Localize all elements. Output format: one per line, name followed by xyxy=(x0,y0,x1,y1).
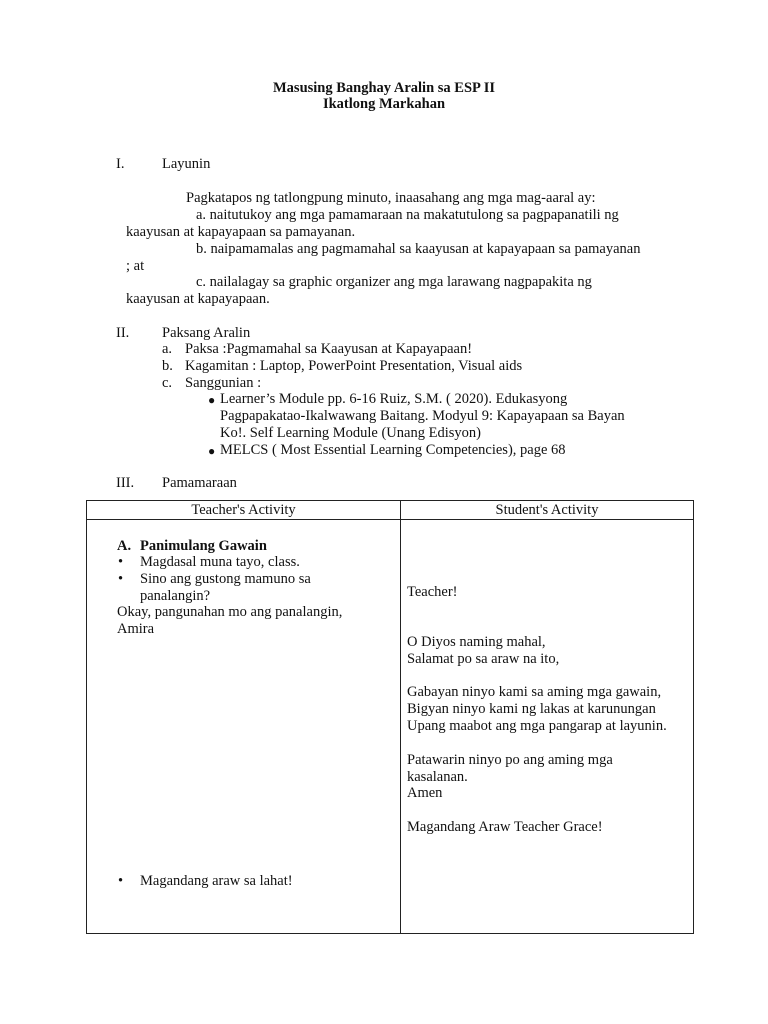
reference-1-line2: Pagpapakatao-Ikalwawang Baitang. Modyul 9: Kapayapaan sa Bayan xyxy=(220,408,625,424)
prayer-line: O Diyos naming mahal, xyxy=(407,634,546,650)
list-item-marker: c. xyxy=(162,375,173,391)
reference-1-line3: Ko!. Self Learning Module (Unang Edisyon) xyxy=(220,425,481,441)
prayer-line: kasalanan. xyxy=(407,769,468,785)
reference-1-line1: Learner’s Module pp. 6-16 Ruiz, S.M. ( 2020). Edukasyong xyxy=(220,391,568,407)
section2-heading: Paksang Aralin xyxy=(162,325,251,341)
section1-heading: Layunin xyxy=(162,156,211,172)
teacher-line-sino-1: Sino ang gustong mamuno sa xyxy=(140,571,311,587)
objective-b-line2: ; at xyxy=(126,258,145,274)
prayer-line: Upang maabot ang mga pangarap at layunin. xyxy=(407,718,667,734)
list-item-kagamitan: Kagamitan : Laptop, PowerPoint Presentation, Visual aids xyxy=(185,358,523,374)
teacher-line-amira: Amira xyxy=(117,621,155,637)
list-item-marker: a. xyxy=(162,341,173,357)
document-title: Masusing Banghay Aralin sa ESP II xyxy=(272,80,495,96)
objective-a-line2: kaayusan at kapayapaan sa pamayanan. xyxy=(126,224,356,240)
section2-numeral: II. xyxy=(116,325,130,341)
teacher-line-okay: Okay, pangunahan mo ang panalangin, xyxy=(117,604,343,620)
student-greeting: Magandang Araw Teacher Grace! xyxy=(407,819,603,835)
bullet-icon: • xyxy=(118,873,124,889)
teacher-line-magandang-araw: Magandang araw sa lahat! xyxy=(140,873,293,889)
objective-c-line1: c. nailalagay sa graphic organizer ang mga larawang nagpapakita ng xyxy=(196,274,592,290)
list-item-paksa: Paksa :Pagmamahal sa Kaayusan at Kapayapaan! xyxy=(185,341,473,357)
activity-table xyxy=(86,500,694,934)
student-activity-header: Student's Activity xyxy=(495,502,599,518)
section3-heading: Pamamaraan xyxy=(162,475,237,491)
prayer-line: Gabayan ninyo kami sa aming mga gawain, xyxy=(407,684,662,700)
section-a-title: Panimulang Gawain xyxy=(140,538,267,554)
list-item-marker: b. xyxy=(162,358,173,374)
header-divider xyxy=(87,519,693,520)
prayer-line: Patawarin ninyo po ang aming mga xyxy=(407,752,613,768)
objective-a-line1: a. naitutukoy ang mga pamamaraan na makatutulong sa pagpapanatili ng xyxy=(196,207,619,223)
teacher-line-magdasal: Magdasal muna tayo, class. xyxy=(140,554,300,570)
teacher-activity-header: Teacher's Activity xyxy=(191,502,296,518)
document-subtitle: Ikatlong Markahan xyxy=(322,96,446,112)
teacher-line-sino-2: panalangin? xyxy=(140,588,211,604)
reference-2: MELCS ( Most Essential Learning Competencies), page 68 xyxy=(220,442,566,458)
prayer-line: Bigyan ninyo kami ng lakas at karunungan xyxy=(407,701,656,717)
bullet-icon: ● xyxy=(208,393,216,407)
section1-numeral: I. xyxy=(116,156,125,172)
prayer-line: Salamat po sa araw na ito, xyxy=(407,651,560,667)
objective-c-line2: kaayusan at kapayapaan. xyxy=(126,291,270,307)
objective-b-line1: b. naipamamalas ang pagmamahal sa kaayusan at kapayapaan sa pamayanan xyxy=(196,241,641,257)
column-divider xyxy=(400,501,401,933)
section-a-marker: A. xyxy=(117,538,132,554)
prayer-line: Amen xyxy=(407,785,443,801)
section3-numeral: III. xyxy=(116,475,135,491)
section1-intro: Pagkatapos ng tatlongpung minuto, inaasahang ang mga mag-aaral ay: xyxy=(186,190,596,206)
student-reply-teacher: Teacher! xyxy=(407,584,458,600)
list-item-sanggunian: Sanggunian : xyxy=(185,375,262,391)
bullet-icon: • xyxy=(118,554,124,570)
bullet-icon: ● xyxy=(208,444,216,458)
bullet-icon: • xyxy=(118,571,124,587)
